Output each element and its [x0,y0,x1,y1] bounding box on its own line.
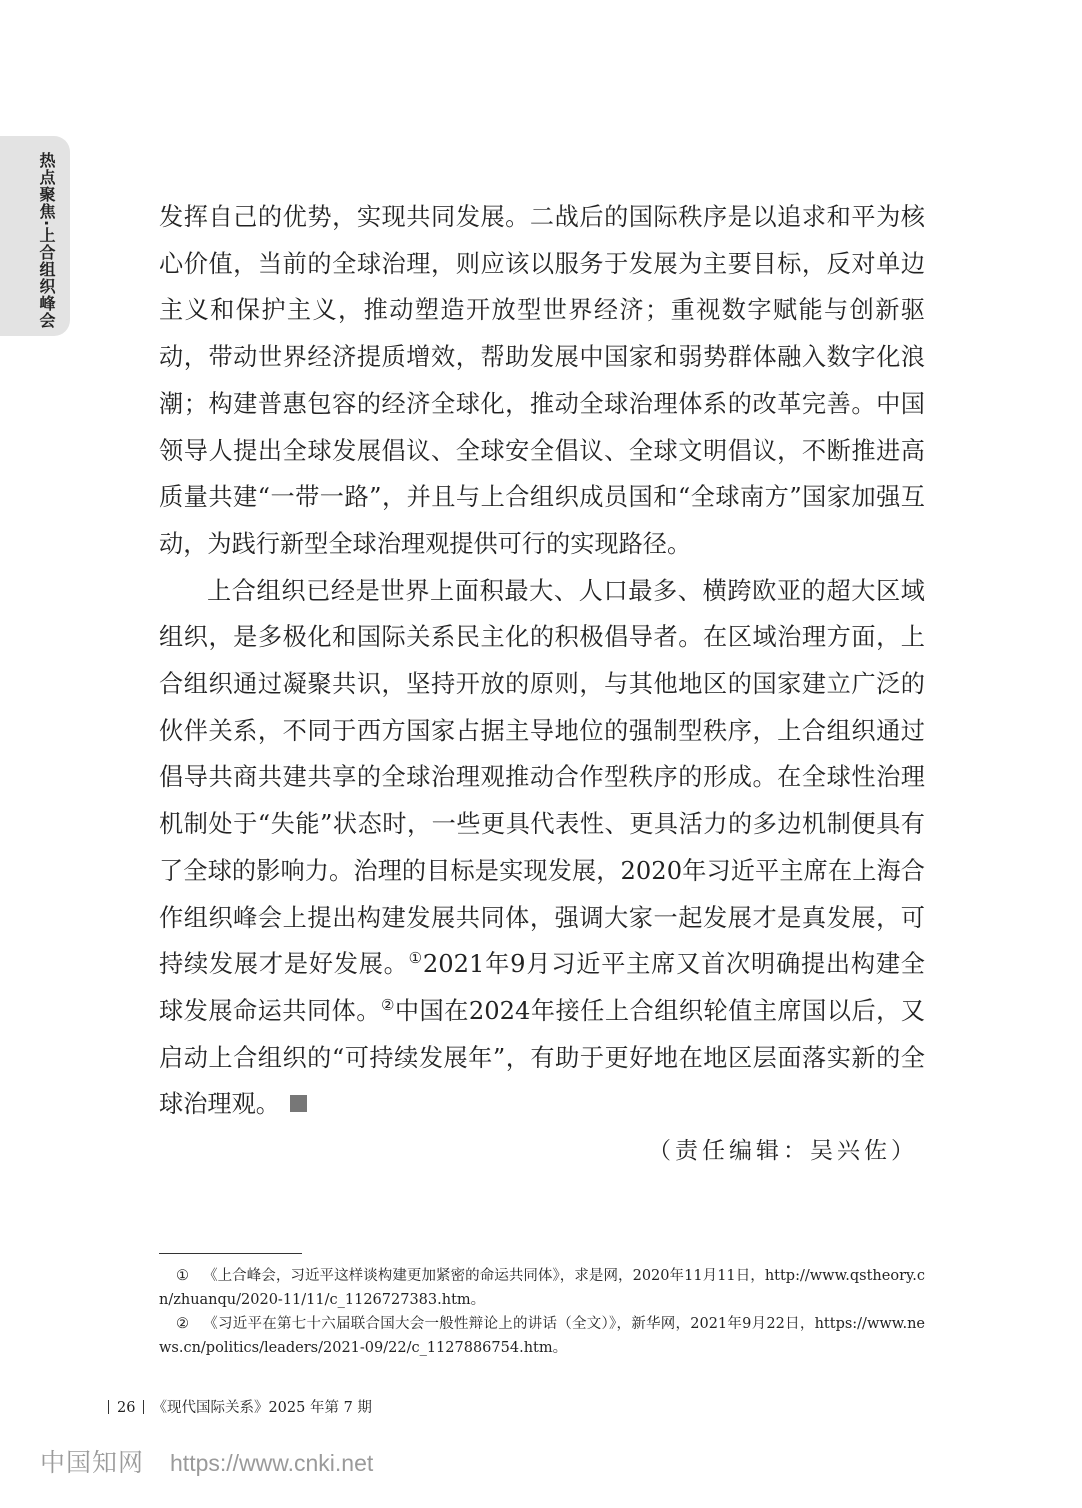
watermark-url[interactable]: https://www.cnki.net [170,1450,374,1476]
publication-name: 《现代国际关系》2025 年第 7 期 [152,1400,372,1416]
footnote-2 [159,1312,925,1360]
paragraph-2 [159,568,925,1128]
paragraph-1: 发挥自己的优势，实现共同发展。二战后的国际秩序是以追求和平为核心价值，当前的全球治理，则应该以服务于发展为主要目标，反对单边主义和保护主义，推动塑造开放型世界经济；重视数字赋能与创新驱动，带动世界经济提质增效，帮助发展中国家和弱势群体融入数字化浪潮；构建普惠包容的经济全球化，推动全球治理体系的改革完善。中国领导人提出全球发展倡议、全球安全倡议、全球文明倡议，不断推进高质量共建“一带一路”，并且与上合组织成员国和“全球南方”国家加强互动，为践行新型全球治理观提供可行的实现路径。 [159,203,925,558]
watermark-site-name: 中国知网 [40,1448,145,1477]
article-body [159,194,925,1128]
footnote-ref-2[interactable]: ② [380,995,395,1014]
footnote-1-number: ① [176,1268,190,1284]
end-of-article-mark [290,1095,307,1112]
paragraph-2-text-b: 2021年9月习近平主席又首次明确提出构建全球发展命运共同体。 [159,950,925,1025]
cnki-watermark [40,1443,373,1479]
footnotes [159,1264,925,1360]
footnote-1 [159,1264,925,1312]
page-folio [108,1396,372,1417]
paragraph-2-text-a: 上合组织已经是世界上面积最大、人口最多、横跨欧亚的超大区域组织，是多极化和国际关系民主化的积极倡导者。在区域治理方面，上合组织通过凝聚共识，坚持开放的原则，与其他地区的国家建立广泛的伙伴关系，不同于西方国家占据主导地位的强制型秩序，上合组织通过倡导共商共建共享的全球治理观推动合作型秩序的形成。在全球性治理机制处于“失能”状态时，一些更具代表性、更具活力的多边机制便具有了全球的影响力。治理的目标是实现发展，2020年习近平主席在上海合作组织峰会上提出构建发展共同体，强调大家一起发展才是真发展，可持续发展才是好发展。 [159,576,925,979]
section-tab-label: 热点聚焦·上合组织峰会 [37,152,56,330]
page-number: 26 [117,1400,136,1416]
editor-credit: （责任编辑：吴兴佐） [648,1138,918,1164]
folio-divider-left [108,1400,109,1414]
folio-divider-right [143,1400,144,1414]
footnote-1-text: 《上合峰会，习近平这样谈构建更加紧密的命运共同体》，求是网，2020年11月11日，http://www.qstheory.cn/zhuanqu/2020-11/11/c_1126727383.htm。 [159,1268,925,1308]
paragraph-2-text-c: 中国在2024年接任上合组织轮值主席国以后，又启动上合组织的“可持续发展年”，有助于更好地在地区层面落实新的全球治理观。 [159,996,925,1119]
footnote-divider [159,1253,302,1254]
footnote-2-text: 《习近平在第七十六届联合国大会一般性辩论上的讲话（全文）》，新华网，2021年9月22日，https://www.news.cn/politics/leaders/2021-09/22/c_1127886754.htm。 [159,1316,925,1356]
section-tab [0,136,70,336]
footnote-2-number: ② [176,1316,190,1332]
footnote-ref-1[interactable]: ① [408,949,423,968]
